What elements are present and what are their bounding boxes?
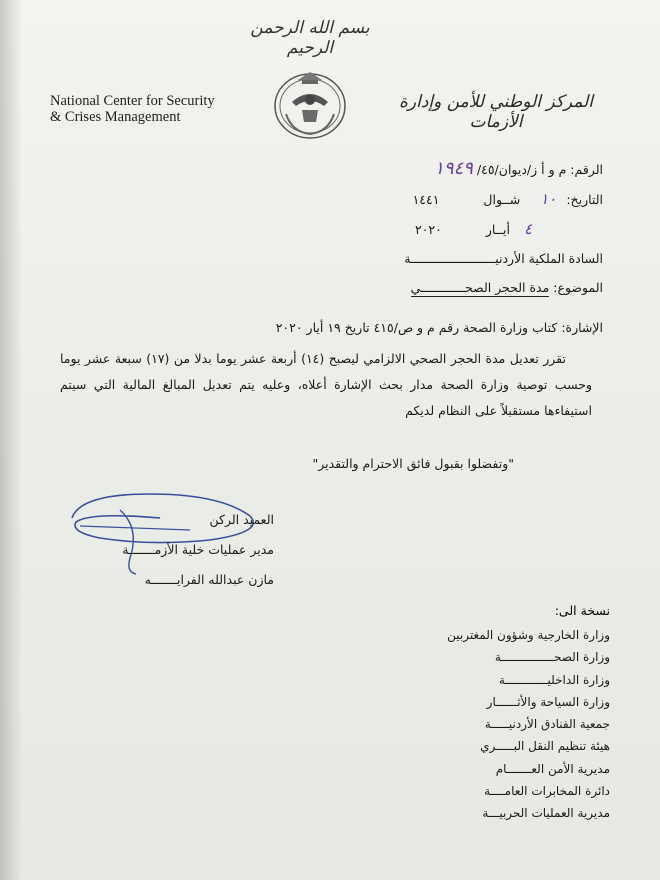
gregorian-date-line (415, 220, 532, 238)
hijri-year: ١٤٤١ (412, 192, 440, 207)
closing-line: "وتفضلوا بقبول فائق الاحترام والتقدير" (312, 456, 514, 471)
copies-list (390, 600, 610, 825)
hijri-date-line (413, 190, 603, 208)
copy-item: هيئة تنظيم النقل البـــــري (480, 739, 610, 754)
subject-label: الموضوع: (553, 280, 603, 295)
ref-label: الرقم: م و أ ز/ديوان/٤٥/ (476, 162, 603, 177)
copy-item: دائرة المخابرات العامــــة (484, 784, 610, 799)
letter-body: تقرر تعديل مدة الحجر الصحي الالزامي ليصبح (١٤) أربعة عشر يوما بدلا من (١٧) سبعة عشر يوما وحسب توصية وزارة الصحة مدار بحث الإشارة أعلاه، وعليه يتم تعديل المبالغ المالية التي سيتم استيفاءها مستقبلاً على النظام لديكم (60, 351, 592, 418)
ref-number-handwritten: ١٩٤٩ (434, 158, 473, 179)
hijri-month: شــوال (483, 192, 521, 207)
copy-item: وزارة السياحة والأثــــــار (486, 694, 610, 709)
basmala: بسم الله الرحمن الرحيم (250, 18, 370, 58)
greg-day-handwritten: ٤ (523, 220, 532, 238)
org-name-en-line2: & Crises Management (50, 109, 181, 125)
copy-item: مديرية الأمن العـــــــام (495, 761, 610, 776)
ref-number-line (434, 158, 603, 179)
greg-month: أيــار (485, 222, 510, 237)
copy-item: وزارة الصحـــــــــــــــة (494, 650, 610, 665)
reference-line: الإشارة: كتاب وزارة الصحة رقم م و ص/٤١٥ تاريخ ١٩ أيار ٢٠٢٠ (275, 320, 603, 335)
signature-scribble (60, 488, 290, 578)
subject-value: مدة الحجر الصحــــــــــــي (410, 280, 550, 295)
greg-year: ٢٠٢٠ (414, 222, 442, 237)
copy-item: وزارة الخارجية وشؤون المغتربين (447, 628, 610, 642)
page-shadow (0, 0, 22, 880)
recipient: السادة الملكية الأردنيـــــــــــــــــــــــة (404, 251, 603, 266)
org-name-arabic: المركز الوطني للأمن وإدارة الأزمات (398, 92, 594, 132)
subject-line (411, 280, 603, 295)
copy-item: جمعية الفنادق الأردنيـــــة (484, 717, 610, 732)
org-name-english (50, 93, 260, 125)
coat-of-arms-emblem-icon (272, 66, 348, 142)
copy-item: وزارة الداخليــــــــــــة (498, 672, 610, 687)
copy-item: مديرية العمليات الحربيـــة (482, 806, 610, 821)
hijri-day-handwritten: ١٠ (540, 190, 557, 208)
signatory-name: مازن عبدالله الفرايـــــــه (144, 572, 274, 587)
signatory-title: مدير عمليات خلية الأزمـــــــة (122, 542, 274, 557)
signatory-rank: العميد الركن (209, 512, 274, 527)
copies-title: نسخة الى: (554, 603, 610, 618)
org-name-en-line1: National Center for Security (50, 93, 215, 109)
date-label: التاريخ: (566, 192, 603, 207)
